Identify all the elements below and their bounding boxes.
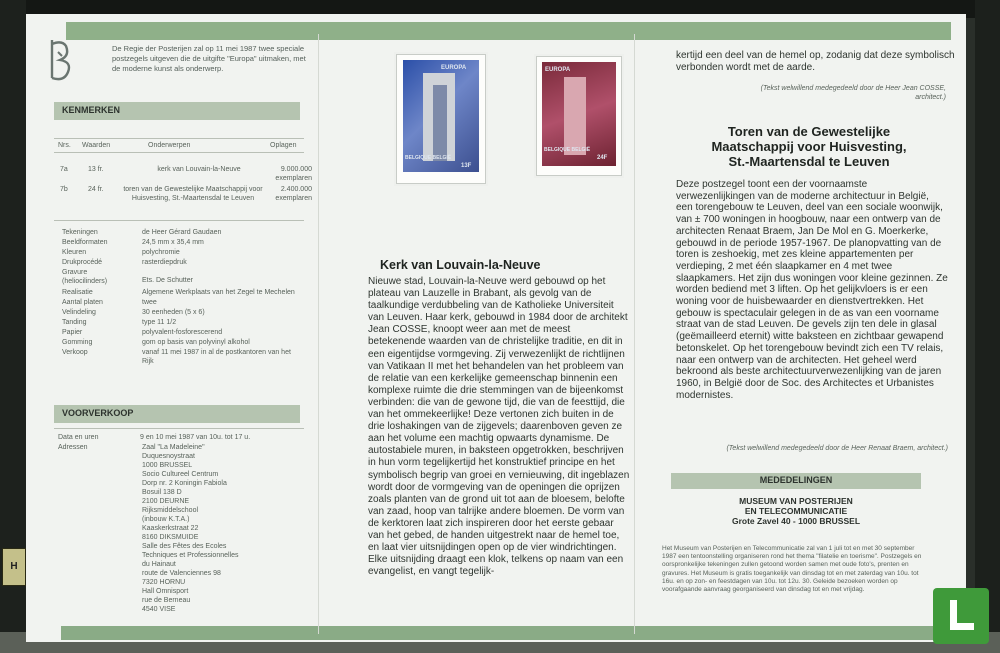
col-header-waarde: Waarden [82, 142, 111, 149]
col-header-oplage: Oplagen [270, 142, 297, 149]
fold-line [634, 34, 635, 634]
church-tower-shape [433, 85, 447, 161]
top-green-bar [66, 22, 951, 40]
adressen-label: Adressen [58, 444, 88, 451]
side-sticker: H [2, 548, 26, 586]
kenmerken-header [54, 102, 300, 120]
church-body: Nieuwe stad, Louvain-la-Neuve werd gebouwd op het plateau van Lauzelle in Brabant, als gevolg van de taalkundige verdubbeling van de Katholieke Universiteit van Leuven. Haar kerk, gebouwd in 1984 door de architekt Jean COSSE, knoopt weer aan met de meest betekenende waarden van de christelijke traditie, en dit in een eigentijdse vormgeving. Zij verwezenlijkt de richtlijnen van Vatikaan II met het behandelen van het probleem van de relatie van een kerkelijke gemeenschap binnenin een komplexe ruimte die drie stemmingen van de bijeenkomst verbinden: die van de gewone tijd, die van de feesttijd, die van het ommekeerlijke! Deze vertonen zich buiten in de drie loshakingen van de zijgevels; daarenboven geven ze aan het volume een machtig opwaarts dynamisme. De autostabiele muren, in baksteen opgetrokken, beschrijven in hun vorm tegelijkertijd het konstruktief principe en het symbolisch begrip van groei en vernieuwing, dit ingeblazen wordt door de vormgeving van de openingen die oprijzen zoals planten van de grond uit tot aan de bloesem, belofte van zaad, hoop van talrijke andere bloemen. De vorm van de kerktoren laat zich inspireren door het eerste gebaar van het gebed, de handen uitgestrekt naar de hemel toe, en laat vier uitsnijdingen open op de vier windrichtingen. Elke uitsnijding draagt een klok, telkens op naam van een evangelist, en vangt tegelijk- [368, 276, 630, 578]
table-rule [54, 138, 304, 139]
stamp-leuven-tower: EUROPA BELGIQUE BELGIË 24F [536, 56, 622, 176]
table-rule [54, 152, 304, 153]
post-logo-icon [48, 38, 74, 82]
frame-right [975, 0, 1000, 653]
continuation-text: kertijd een deel van de hemel op, zodanig dat deze symbolisch verbonden wordt met de aarde. [676, 50, 955, 73]
voorverkoop-header [54, 405, 300, 423]
mededelingen-title: MEDEDELINGEN [759, 475, 833, 485]
bottom-green-bar [61, 626, 941, 640]
tower-body: Deze postzegel toont een der voornaamste verwezenlijkingen van de moderne architectuur in België, een torengebouw te Leuven, deel van een sociale woonwijk, van ± 700 woningen in hoogbouw, naar een ontwerp van de architecten Renaat Braem, Jan De Mol en G. Moerkerke, gebouwd in de periode 1957-1967. De planopvatting van de toren is zeshoekig, met zes kleine appartementen per verdieping, 2 met één slaapkamer en 4 met twee slaapkamers. Het zijn dus woningen voor kleine gezinnen. Ze worden bediend met 3 liften. Op het gelijkvloers is er een woning voor de huisbewaarder en dienstvertrekken. Het gebouw is spectaculair gelegen in de as van een voorname straat van de stad Leuven. De gevels zijn ten dele in glasal (geëmailleerd eternit) witte baksteen en zichtbaar gewapend betonskelet. Op het torengebouw bevindt zich een TV relais, naar een ontwerp van de architecten. Het geheel werd bekroond als beste architectuurverwezenlijking van de jaren 1960, in België door de Soc. des Architectes et Urbanistes modernistes. [676, 179, 948, 401]
col-header-onderwerp: Onderwerpen [148, 142, 191, 149]
church-title: Kerk van Louvain-la-Neuve [380, 258, 541, 272]
fold-line [318, 34, 319, 634]
address-list: Zaal "La Madeleine" Duquesnoystraat 1000 BRUSSEL Socio Cultureel Centrum Dorp nr. 2 Koningin Fabiola Bosuil 138 D 2100 DEURNE Rijksmiddelschool (inbouw K.T.A.) Kaaskerkstraat 22 8160 DIKSMUIDE Salle des Fêtes des Ecoles Techniques et Professionnelles du Hainaut route de Valenciennes 98 7320 HORNU Hall Omnisport rue de Berneau 4540 VISE [142, 444, 239, 613]
stamp-louvain-la-neuve: EUROPA BELGIQUE BELGIË 13F [396, 54, 486, 184]
mededelingen-header [671, 473, 921, 489]
museum-address: MUSEUM VAN POSTERIJEN EN TELECOMMUNICATIE Grote Zavel 40 - 1000 BRUSSEL [731, 496, 861, 526]
intro-text: De Regie der Posterijen zal op 11 mei 1987 twee speciale postzegels uitgeven die de uitgifte "Europa" uitmaken, met de moderne kunst als onderwerp. [112, 44, 306, 73]
watermark-logo-icon [933, 588, 989, 644]
col-header-nr: Nrs. [58, 142, 71, 149]
table-rule [54, 220, 304, 221]
datum-value: 9 en 10 mei 1987 van 10u. tot 17 u. [140, 434, 251, 441]
datum-label: Data en uren [58, 434, 99, 441]
voorverkoop-title: VOORVERKOOP [62, 408, 134, 418]
tower-building-shape [564, 77, 586, 155]
document-sheet: De Regie der Posterijen zal op 11 mei 1987 twee speciale postzegels uitgeven die de uitgifte "Europa" uitmaken, met de moderne kunst als onderwerp. KENMERKEN Nrs. Waarden Onderwerpen Oplagen 7a 13 fr. kerk van Louvain-la-Neuve 9.000.000 exemplaren 7b 24 fr. toren van de Gewestelijke Maatschappij voor Huisvesting, St.-Maartensdal te Leuven 2.400.000 exemplaren Tekeningen de Heer Gérard Gaudaen Beeldformaten 24,5 mm x 35,4 mm Kleuren polychromie Drukprocédé rasterdiepdruk Gravure (heliocilinders) Ets. De Schutter Realisatie Algemene Werkplaats van het Zegel te Mechelen Aantal platen twee Velindeling 30 eenheden (5 x 6) Tanding type 11 1/2 Papier polyvalent-fosforescerend Gomming gom op basis van polyvinyl alkohol Verkoop vanaf 11 mei 1987 in al de postkantoren van het Rijk VOORVERKOOP Data en uren 9 en 10 mei 1987 van 10u. tot 17 u. Adressen Zaal "La Madeleine" Duquesnoystraat 1000 BRUSSEL Socio Cultureel Centrum Dorp nr. 2 Koningin Fabiola Bosuil 138 D 2100 DEURNE Rijksmiddelschool (inbouw K.T.A.) Kaaskerkstraat 22 8160 DIKSMUIDE Salle des Fêtes des Ecoles Techniques et Professionnelles du Hainaut route de Valenciennes 98 7320 HORNU Hall Omnisport rue de Berneau 4540 VISE EUROPA BELGIQUE BELGIË 13F EUROPA BELGIQUE BELGIË 24F Kerk van Louvain-la-Neuve Nieuwe stad, Louvain-la-Neuve werd gebouwd op het plateau van Lauzelle in Brabant, als gevolg van de taalkundige verdubbeling van de Katholieke Universiteit van Leuven. Haar kerk, gebouwd in 1984 door de architekt Jean COSSE, knoopt weer aan met de meest betekenende waarden van de christelijke traditie, en dit in een eigentijdse vormgeving. Zij verwezenlijkt de richtlijnen van Vatikaan II met het behandelen van het probleem van de relatie van een kerkelijke gemeenschap binnenin een komplexe ruimte die drie stemmingen van de bijeenkomst verbinden: die van de gewone tijd, die van de feesttijd, die van het ommekeerlijke! Deze vertonen zich buiten in de drie loshakingen van de zijgevels; daarenboven geven ze aan het volume een machtig opwaarts dynamisme. De autostabiele muren, in baksteen opgetrokken, beschrijven in hun vorm tegelijkertijd het konstruktief principe en het symbolisch begrip van groei en vernieuwing, dit ingeblazen wordt door de vormgeving van de openingen die oprijzen zoals planten van de grond uit tot aan de bloesem, belofte van zaad, hoop van talrijke andere bloemen. De vorm van de kerktoren laat zich inspireren door het eerste gebaar van het gebed, de handen uitgestrekt naar de hemel toe, en laat vier uitsnijdingen open op de vier windrichtingen. Elke uitsnijding draagt een klok, telkens op naam van een evangelist, en vangt tegelijk- kertijd een deel van de hemel op, zodanig dat deze symbolisch verbonden wordt met de aarde. (Tekst welwillend medegedeeld door de Heer Jean COSSE, architect.) Toren van de Gewestelijke Maatschappij voor Huisvesting, St.-Maartensdal te Leuven Deze postzegel toont een der voornaamste verwezenlijkingen van de moderne architectuur in België, een torengebouw te Leuven, deel van een sociale woonwijk, van ± 700 woningen in hoogbouw, naar een ontwerp van de architecten Renaat Braem, Jan De Mol en G. Moerkerke, gebouwd in de periode 1957-1967. De planopvatting van de toren is zeshoekig, met zes kleine appartementen per verdieping, 2 met één slaapkamer en 4 met twee slaapkamers. Het zijn dus woningen voor kleine gezinnen. Ze worden bediend met 3 liften. Op het gelijkvloers is er een woning voor de huisbewaarder en dienstvertrekken. Het gebouw is spectaculair gelegen in de as van een voorname straat van de stad Leuven. De gevels zijn ten dele in glasal (geëmailleerd eternit) witte baksteen en zichtbaar gewapend betonskelet. Op het torengebouw bevindt zich een TV relais, naar een ontwerp van de architecten. Het geheel werd bekroond als beste architectuurverwezenlijking van de jaren 1960, in België door de Soc. des Architectes et Urbanistes modernistes. (Tekst welwillend medegedeeld door de Heer Renaat Braem, architect.) MEDEDELINGEN MUSEUM VAN POSTERIJEN EN TELECOMMUNICATIE Grote Zavel 40 - 1000 BRUSSEL Het Museum van Posterijen en Telecommunicatie zal van 1 juli tot en met 30 september 1987 een tentoonstelling organiseren rond het thema "filatelie en toerisme". Postzegels en oorspronkelijke tekeningen zullen getoond worden samen met oude foto's, prenten en gravures. Het Museum is gratis toegankelijk van dinsdag tot en met zaterdag van 10u. tot 16u. en op zon- en feestdagen van 10u. tot 12u. 30. Geleide bezoeken worden op voorafgaande aanvraag georganiseerd van dinsdag tot en met vrijdag. [26, 14, 966, 642]
cosse-credit: (Tekst welwillend medegedeeld door de Heer Jean COSSE, architect.) [760, 85, 946, 101]
braem-credit: (Tekst welwillend medegedeeld door de Heer Renaat Braem, architect.) [726, 445, 948, 452]
museum-text: Het Museum van Posterijen en Telecommunicatie zal van 1 juli tot en met 30 september 1987 een tentoonstelling organiseren rond het thema "filatelie en toerisme". Postzegels en oorspronkelijke tekeningen zullen getoond worden samen met oude foto's, prenten en gravures. Het Museum is gratis toegankelijk van dinsdag tot en met zaterdag van 10u. tot 16u. en op zon- en feestdagen van 10u. tot 12u. 30. Geleide bezoeken worden op voorafgaande aanvraag georganiseerd van dinsdag tot en met vrijdag. [662, 545, 922, 594]
kenmerken-title: KENMERKEN [62, 105, 121, 115]
table-rule [54, 428, 304, 429]
tower-title: Toren van de Gewestelijke Maatschappij voor Huisvesting, St.-Maartensdal te Leuven [711, 124, 907, 169]
